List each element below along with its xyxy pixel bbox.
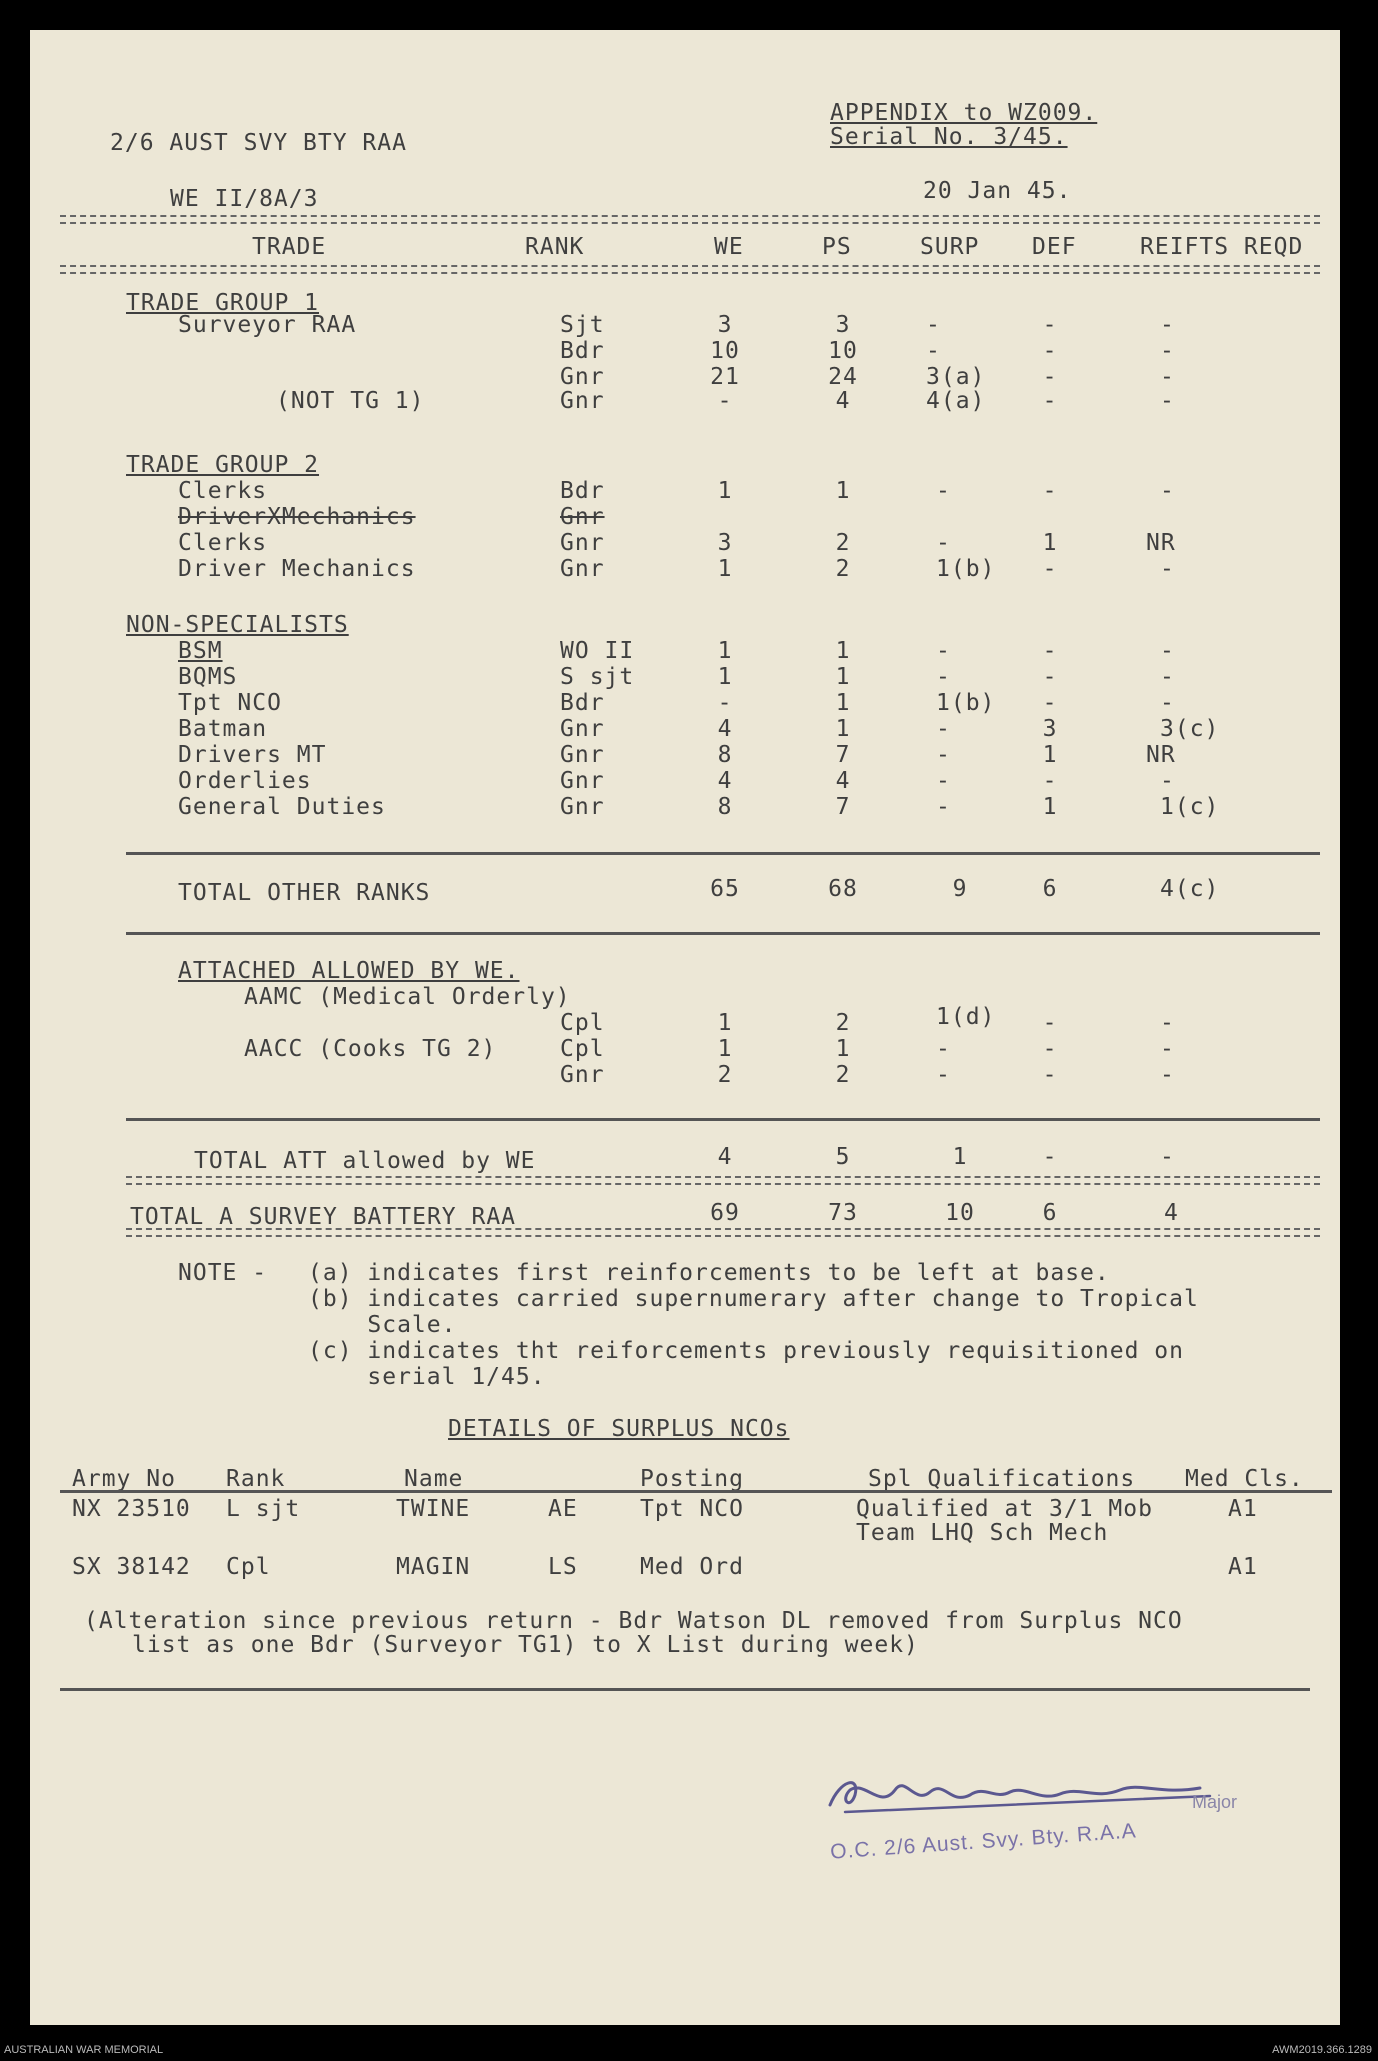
column-header-rule — [60, 265, 1320, 274]
handwritten-signature — [820, 1750, 1220, 1830]
note-line: serial 1/45. — [308, 1364, 546, 1390]
archive-footer-right: AWM2019.366.1289 — [1272, 2044, 1372, 2056]
alteration-note: list as one Bdr (Surveyor TG1) to X List during week) — [132, 1632, 919, 1658]
trade-group-2-title: TRADE GROUP 2 — [126, 452, 320, 478]
document-date: 20 Jan 45. — [923, 178, 1072, 204]
col-def: DEF — [1032, 234, 1077, 260]
alteration-note: (Alteration since previous return - Bdr Watson DL removed from Surplus NCO — [84, 1608, 1183, 1634]
unit-stamp: O.C. 2/6 Aust. Svy. Bty. R.A.A — [829, 1819, 1138, 1864]
col-ps: PS — [822, 234, 852, 260]
surplus-title: DETAILS OF SURPLUS NCOs — [448, 1416, 790, 1442]
appendix-title: APPENDIX to WZ009. — [830, 100, 1098, 126]
non-specialists-title: NON-SPECIALISTS — [126, 612, 349, 638]
divider — [60, 1688, 1310, 1691]
aacc-label: AACC (Cooks TG 2) — [244, 1036, 497, 1062]
divider — [60, 1490, 1332, 1493]
col-we: WE — [714, 234, 744, 260]
col-trade: TRADE — [252, 234, 327, 260]
divider — [126, 1118, 1320, 1121]
col-surp: SURP — [920, 234, 980, 260]
aamc-label: AAMC (Medical Orderly) — [244, 984, 571, 1010]
attached-title: ATTACHED ALLOWED BY WE. — [178, 958, 520, 984]
unit-name: 2/6 AUST SVY BTY RAA — [110, 130, 407, 156]
note-line: (a) indicates first reinforcements to be left at base. — [308, 1260, 1110, 1286]
header-rule — [60, 215, 1320, 224]
divider — [126, 1228, 1320, 1237]
signature-block — [800, 1750, 1320, 1880]
col-reifts-reqd: REIFTS REQD — [1140, 234, 1304, 260]
note-line: Scale. — [308, 1312, 457, 1338]
archive-footer-left: AUSTRALIAN WAR MEMORIAL — [4, 2044, 164, 2056]
divider — [126, 852, 1320, 855]
note-line: (b) indicates carried supernumerary after change to Tropical — [308, 1286, 1199, 1312]
trade-group-1-title: TRADE GROUP 1 — [126, 290, 320, 316]
signature-rank: Major — [1192, 1792, 1238, 1812]
serial-number: Serial No. 3/45. — [830, 124, 1068, 150]
document-page: 2/6 AUST SVY BTY RAA APPENDIX to WZ009. Serial No. 3/45. WE II/8A/3 20 Jan 45. TRADE RANK WE PS SURP DEF REIFTS REQD TRADE GROUP 1 Surveyor RAA Sjt 3 3 - - - Bdr 10 10 - - - Gnr 21 24 3(a) - - (NOT TG 1) Gnr - 4 4(a) - - TRADE GROUP 2 Clerks Bdr 1 1 - - - DriverXMechanics Gnr Clerks Gnr 3 2 - 1 NR Driver Mechanics Gnr 1 2 1(b) - - NON-SPECIALISTS BSM WO II 1 1 - - - BQMS S sjt 1 1 - - - Tpt NCO Bdr - 1 1(b) - - Batman Gnr 4 1 - 3 3(c) Drivers MT Gnr 8 7 - 1 NR Orderlies Gnr 4 4 - - - General Duties Gnr 8 7 - 1 1(c) TOTAL OTHER RANKS 65 68 9 6 4(c) ATTACHED ALLOWED BY WE. AAMC (Medical Orderly) AACC (Cooks TG 2) Cpl 1 2 1(d) - - Cpl 1 1 - - - Gnr 2 2 - - - TOTAL ATT allowed by WE 4 5 1 - - TOTAL A SURVEY BATTERY RAA 69 73 10 6 4 NOTE - (a) indicates first reinforcements to be left at base. (b) indicates carried supernumerary after change to Tropical Scale. (c) indicates tht reiforcements previously requisitioned on serial 1/45. DETAILS OF SURPLUS NCOs Army No Rank Name Posting Spl Qualifications Med Cls. NX 23510 L sjt TWINE AE Tpt NCO Qualified at 3/1 Mob Team LHQ Sch Mech A1 SX 38142 Cpl MAGIN LS Med Ord A1 (Alteration since previous return - Bdr Watson DL removed from Surplus NCO list as one Bdr (Surveyor TG1) to X List during week) Major O.C. 2/6 Aust. Svy. Bty. R.A.A — [30, 30, 1340, 2025]
we-reference: WE II/8A/3 — [170, 186, 319, 212]
note-line: (c) indicates tht reiforcements previously requisitioned on — [308, 1338, 1184, 1364]
note-label: NOTE - — [178, 1260, 268, 1286]
col-rank: RANK — [525, 234, 585, 260]
divider — [126, 932, 1320, 935]
divider — [126, 1176, 1320, 1185]
